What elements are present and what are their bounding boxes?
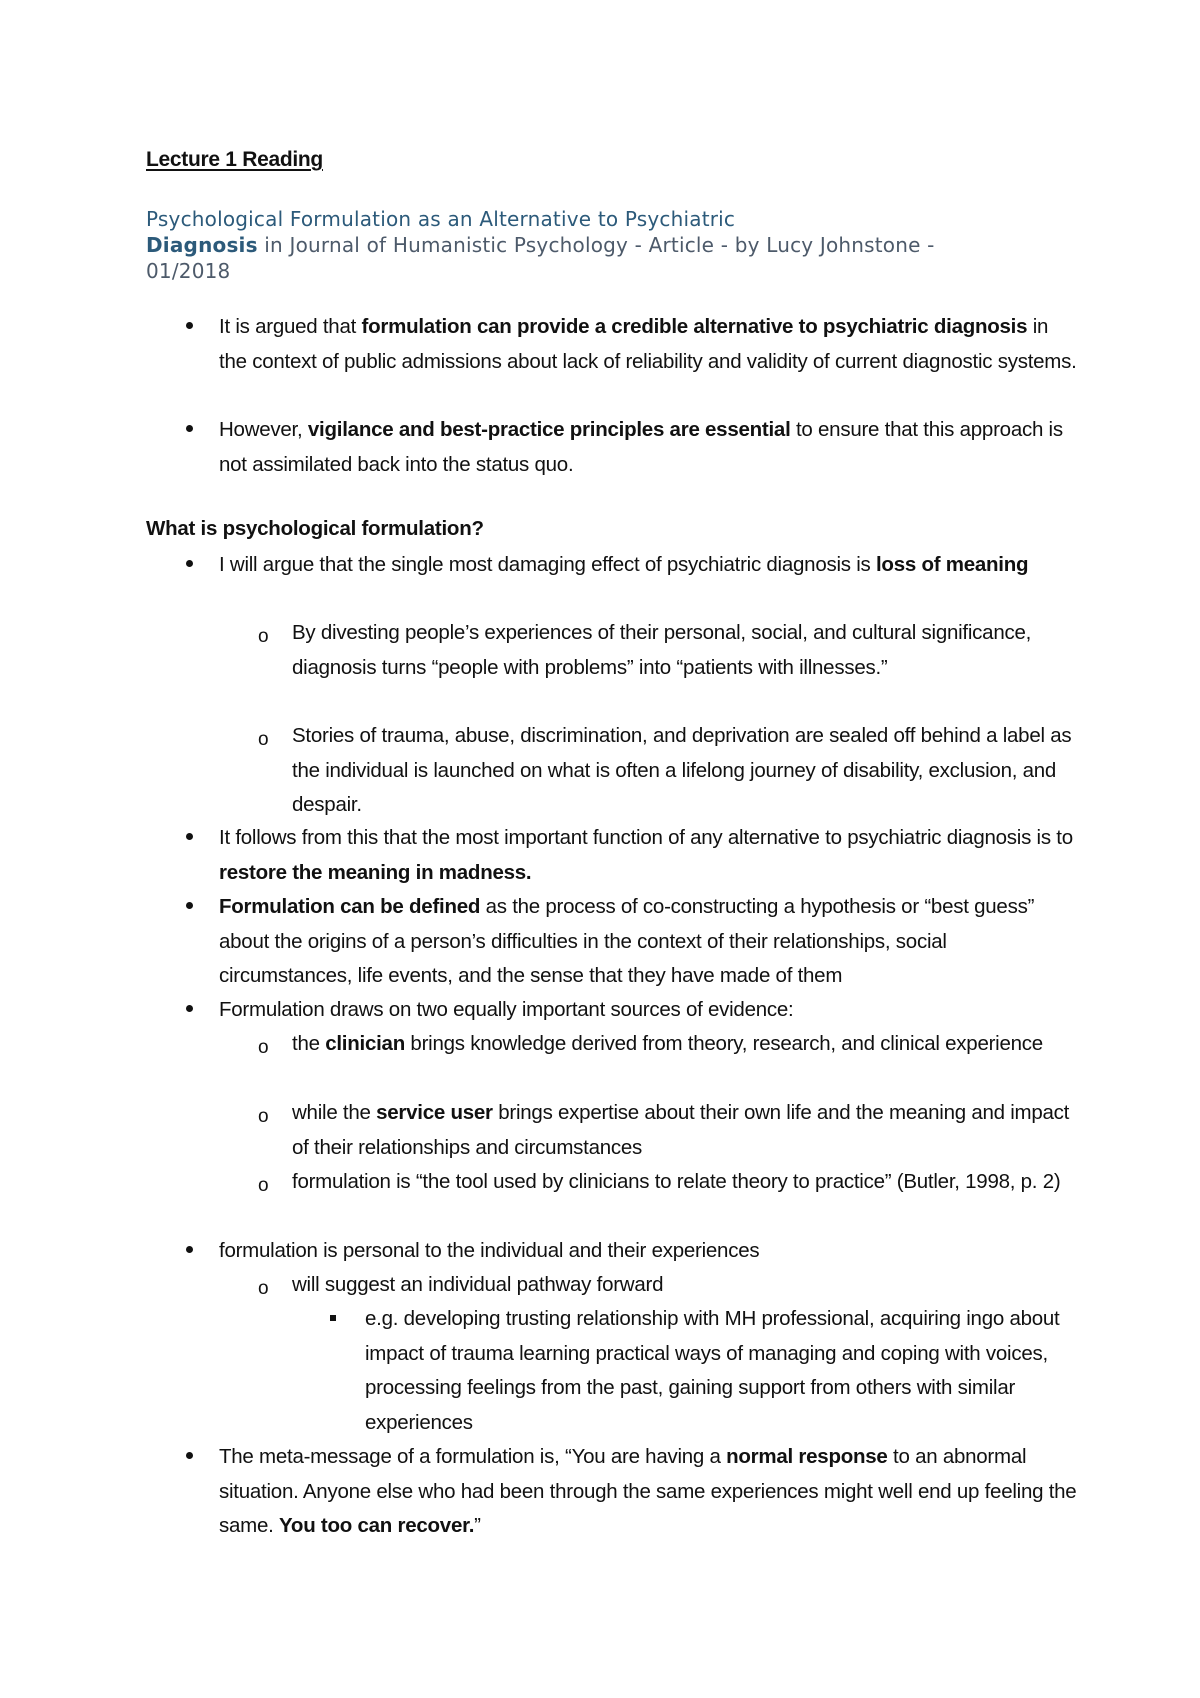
section-bullet-3: Formulation can be defined as the process of co-constructing a hypothesis or “best guess” about the origins of a person’s difficulties in the context of their relationships, social circumstances, life events, and the sense that they have made of them [219,895,1035,987]
section-bullet-1-sub-1: By divesting people’s experiences of their personal, social, and cultural significance, diagnosis turns “people with problems” into “patients with illnesses.” [292,621,1032,679]
bullet-dot-icon [186,560,193,567]
section-bullet-6: The meta-message of a formulation is, “You are having a normal response to an abnormal situation. Anyone else who had been through the same experiences might well end up feeling the same. You too can recover.” [219,1445,1077,1537]
citation-title-line2: Diagnosis [146,233,258,257]
bullet-dot-icon [186,902,193,909]
circle-bullet-icon: o [258,626,269,647]
circle-bullet-icon: o [258,1278,269,1299]
citation-journal: in Journal of Humanistic Psychology [264,233,629,257]
circle-bullet-icon: o [258,1175,269,1196]
section-bullet-2: It follows from this that the most important function of any alternative to psychiatric diagnosis is to restore the meaning in madness. [219,826,1073,884]
citation-line2 [146,232,1006,258]
square-bullet-icon [330,1315,336,1321]
section-bullet-1-sub-2: Stories of trauma, abuse, discrimination, and deprivation are sealed off behind a label as the individual is launched on what is often a lifelong journey of disability, exclusion, and despair. [292,724,1072,816]
citation-date: 01/2018 [146,259,231,283]
document-title: Lecture 1 Reading [146,148,323,171]
bullet-dot-icon [186,322,193,329]
bullet-dot-icon [186,833,193,840]
circle-bullet-icon: o [258,1037,269,1058]
bullet-dot-icon [186,425,193,432]
citation-title-line1: Psychological Formulation as an Alternative to Psychiatric [146,207,736,231]
section-bullet-5-sub-1-sub-1: e.g. developing trusting relationship with MH professional, acquiring ingo about impact of trauma learning practical ways of managing and coping with voices, processing feelings from the past, gaining support from others with similar experiences [365,1307,1060,1434]
section-bullet-4-sub-1: the clinician brings knowledge derived from theory, research, and clinical experience [292,1032,1043,1055]
circle-bullet-icon: o [258,1106,269,1127]
circle-bullet-icon: o [258,729,269,750]
article-citation [146,206,1006,284]
section-bullet-1: I will argue that the single most damaging effect of psychiatric diagnosis is loss of meaning [219,553,1029,576]
intro-bullet-2: However, vigilance and best-practice principles are essential to ensure that this approach is not assimilated back into the status quo. [219,418,1063,476]
section-bullet-5-sub-1: will suggest an individual pathway forward [292,1273,664,1296]
bullet-dot-icon [186,1246,193,1253]
bullet-dot-icon [186,1452,193,1459]
section-bullet-5: formulation is personal to the individual and their experiences [219,1239,760,1262]
section-bullet-4: Formulation draws on two equally important sources of evidence: [219,998,794,1021]
section-bullet-4-sub-2: while the service user brings expertise about their own life and the meaning and impact of their relationships and circumstances [292,1101,1070,1159]
section-bullet-4-sub-3: formulation is “the tool used by clinicians to relate theory to practice” (Butler, 1998, p. 2) [292,1170,1061,1193]
bullet-dot-icon [186,1005,193,1012]
intro-bullet-1: It is argued that formulation can provide a credible alternative to psychiatric diagnosis in the context of public admissions about lack of reliability and validity of current diagnostic systems. [219,315,1077,373]
section-heading: What is psychological formulation? [146,517,484,540]
citation-type-author: - Article - by Lucy Johnstone - [628,233,935,257]
